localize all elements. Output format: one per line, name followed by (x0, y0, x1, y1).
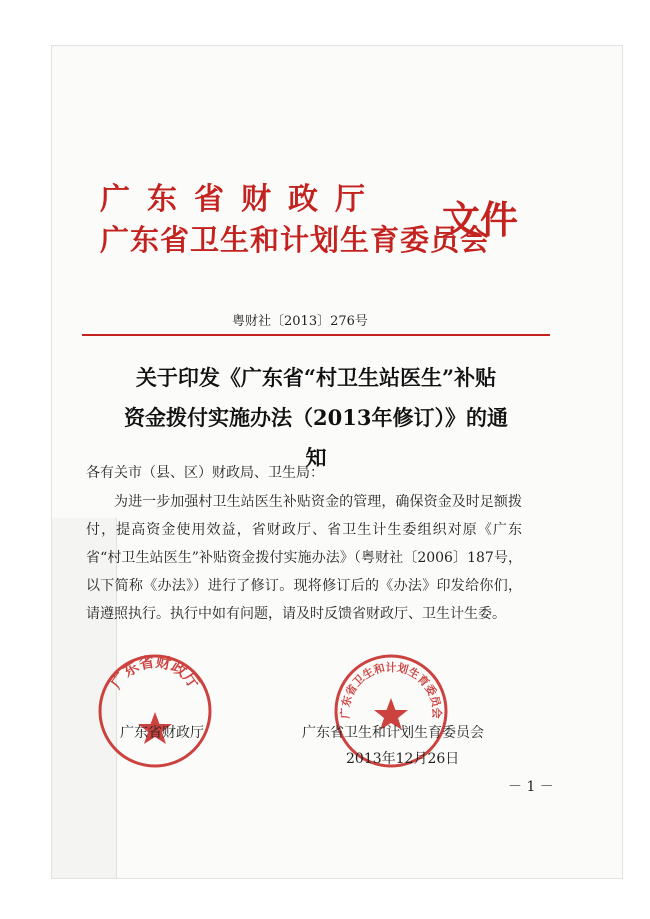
red-divider (82, 334, 550, 336)
title-line-2: 资金拨付实施办法（2013年修订）》的通知 (124, 405, 508, 470)
issuer-header (100, 180, 490, 260)
title-line-1: 关于印发《广东省“村卫生站医生”补贴 (135, 365, 497, 390)
svg-text:广东省财政厅 (107, 653, 203, 692)
issue-date: 2013年12月26日 (346, 751, 460, 767)
document-label: 文件 (442, 197, 519, 242)
signatory-health: 广东省卫生和计划生育委员会 (302, 725, 484, 741)
signatory-finance: 广东省财政厅 (120, 725, 204, 741)
notice-body: 为进一步加强村卫生站医生补贴资金的管理，确保资金及时足额拨付，提高资金使用效益，省财政厅、省卫生计生委组织对原《广东省“村卫生站医生”补贴资金拨付实施办法》（粤财社〔2006〕187号，以下简称《办法》）进行了修订。现将修订后的《办法》印发给你们，请遵照执行。执行中如有问题，请及时反馈省财政厅、卫生计生委。 (86, 494, 522, 622)
page-number: － 1 － (508, 779, 554, 795)
seal-right-text: 广东省卫生和计划生育委员会 (338, 660, 444, 719)
finance-dept-seal (96, 652, 214, 770)
notice-title (116, 358, 516, 478)
seal-left-text: 广东省财政厅 (106, 652, 204, 692)
recipients: 各有关市（县、区）财政局、卫生局： (86, 465, 324, 481)
issuer-line-2: 广东省卫生和计划生育委员会 (100, 223, 491, 257)
document-number: 粤财社〔2013〕276号 (232, 314, 368, 329)
issuer-line-1: 广东省财政厅 (100, 182, 382, 217)
